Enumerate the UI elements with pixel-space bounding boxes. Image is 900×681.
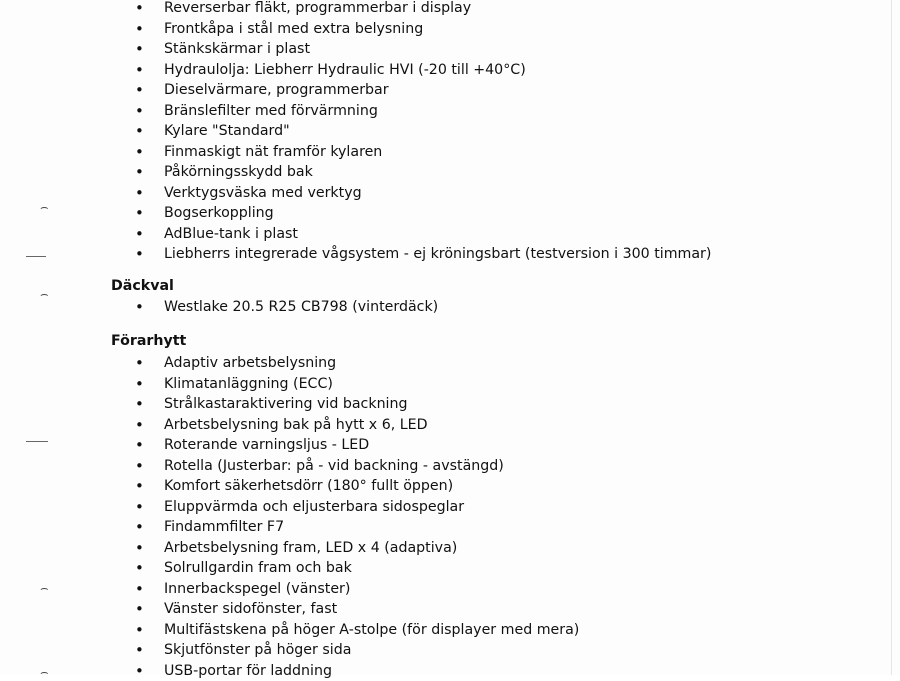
- list-item: • Kylare "Standard": [0, 121, 711, 142]
- list-item: • Påkörningsskydd bak: [0, 162, 711, 183]
- list-item: • Bogserkoppling: [0, 203, 711, 224]
- list-item: • Arbetsbelysning bak på hytt x 6, LED: [0, 415, 579, 436]
- list-item: • Liebherrs integrerade vågsystem - ej kröningsbart (testversion i 300 timmar): [0, 244, 711, 265]
- list-item: • Stänkskärmar i plast: [0, 39, 711, 60]
- list-item: • Finmaskigt nät framför kylaren: [0, 142, 711, 163]
- list-item: • AdBlue-tank i plast: [0, 224, 711, 245]
- margin-mark: ⌢: [40, 201, 49, 214]
- margin-mark: ⌢: [40, 582, 49, 595]
- list-item: • Hydraulolja: Liebherr Hydraulic HVI (-20 till +40°C): [0, 60, 711, 81]
- cab-list: [0, 353, 579, 681]
- list-item: • Westlake 20.5 R25 CB798 (vinterdäck): [0, 297, 438, 318]
- list-item: • Innerbackspegel (vänster): [0, 579, 579, 600]
- list-item: • Findammfilter F7: [0, 517, 579, 538]
- list-item: • Verktygsväska med verktyg: [0, 183, 711, 204]
- list-item: • Arbetsbelysning fram, LED x 4 (adaptiva): [0, 538, 579, 559]
- list-item: • Rotella (Justerbar: på - vid backning - avstängd): [0, 456, 579, 477]
- section-heading-cab: Förarhytt: [111, 331, 186, 351]
- margin-mark: ⌢: [40, 288, 49, 301]
- list-item: • Skjutfönster på höger sida: [0, 640, 579, 661]
- list-item: • USB-portar för laddning: [0, 661, 579, 681]
- list-item: • Adaptiv arbetsbelysning: [0, 353, 579, 374]
- list-item: • Solrullgardin fram och bak: [0, 558, 579, 579]
- list-item: • Klimatanläggning (ECC): [0, 374, 579, 395]
- list-item: • Frontkåpa i stål med extra belysning: [0, 19, 711, 40]
- list-item: • Vänster sidofönster, fast: [0, 599, 579, 620]
- tires-list: [0, 297, 438, 318]
- list-item: • Komfort säkerhetsdörr (180° fullt öppen): [0, 476, 579, 497]
- list-item: • Strålkastaraktivering vid backning: [0, 394, 579, 415]
- margin-mark: ⌢: [40, 666, 49, 679]
- list-item: • Dieselvärmare, programmerbar: [0, 80, 711, 101]
- page-edge: [891, 0, 892, 675]
- section-heading-tires: Däckval: [111, 276, 174, 296]
- list-item: • Eluppvärmda och eljusterbara sidospeglar: [0, 497, 579, 518]
- list-item: • Multifästskena på höger A-stolpe (för displayer med mera): [0, 620, 579, 641]
- list-item: • Roterande varningsljus - LED: [0, 435, 579, 456]
- list-item: • Reverserbar fläkt, programmerbar i display: [0, 0, 711, 19]
- list-item: • Bränslefilter med förvärmning: [0, 101, 711, 122]
- equipment-list: [0, 0, 711, 265]
